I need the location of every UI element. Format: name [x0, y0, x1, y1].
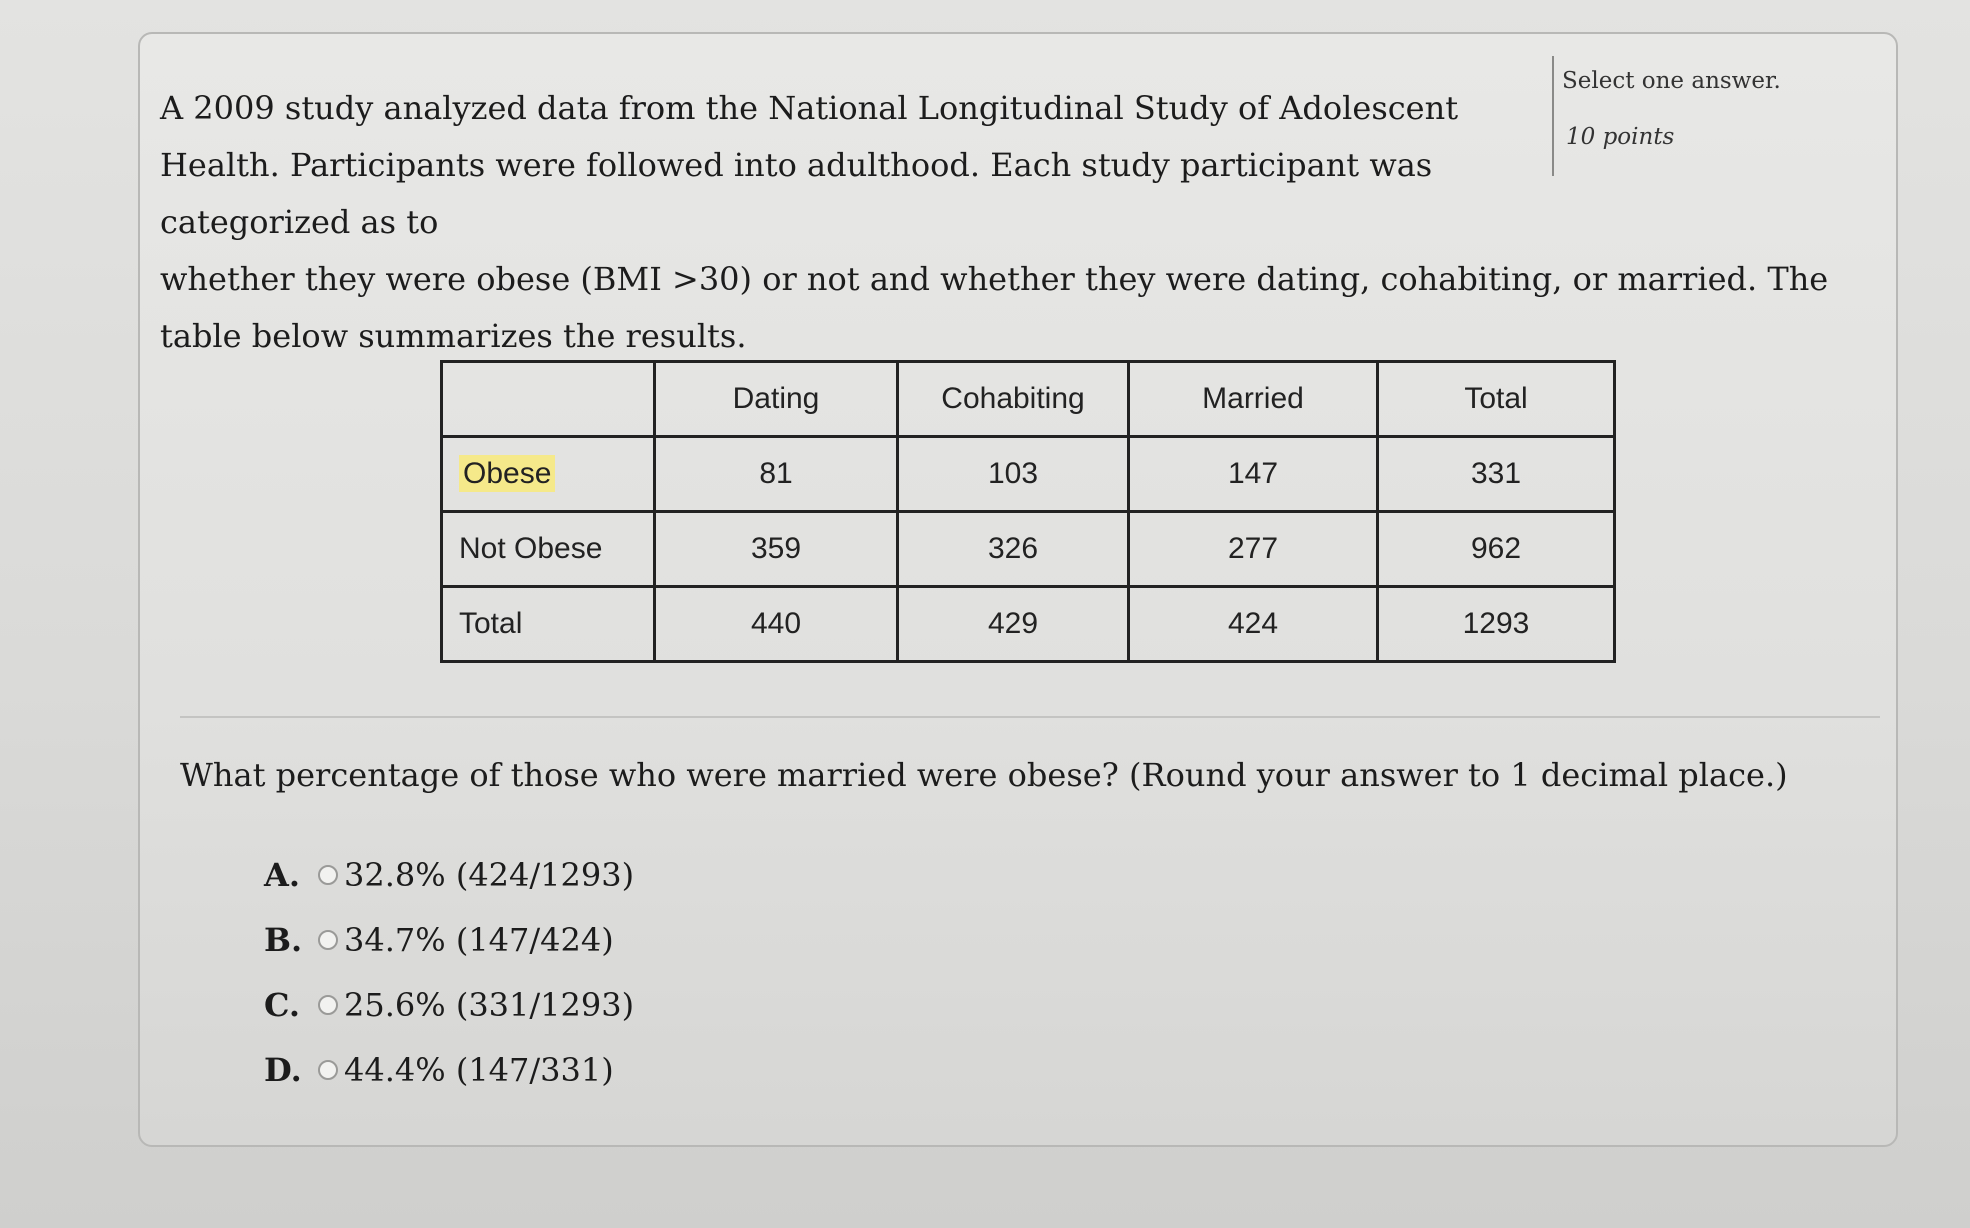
radio-button-c[interactable]	[318, 995, 338, 1015]
option-letter: D.	[264, 1050, 302, 1089]
radio-button-d[interactable]	[318, 1060, 338, 1080]
radio-button-a[interactable]	[318, 865, 338, 885]
table-cell: 81	[655, 437, 898, 512]
data-table	[440, 360, 1616, 663]
option-text: 44.4% (147/331)	[344, 1050, 614, 1089]
table-row	[442, 587, 1615, 662]
option-c[interactable]	[264, 972, 634, 1037]
intro-paragraph-2: whether they were obese (BMI >30) or not and whether they were dating, cohabiting, or married. The table below summarizes the results.	[160, 260, 1829, 355]
table-cell: 326	[898, 512, 1129, 587]
points-label: 10 points	[1566, 124, 1675, 150]
table-header-cell	[442, 362, 655, 437]
table-row	[442, 437, 1615, 512]
option-b[interactable]	[264, 907, 634, 972]
highlighted-label: Obese	[459, 455, 555, 492]
option-text: 32.8% (424/1293)	[344, 855, 635, 894]
row-label: Total	[442, 587, 655, 662]
table-row	[442, 512, 1615, 587]
instruction-text: Select one answer.	[1562, 68, 1781, 94]
table-cell: 331	[1378, 437, 1615, 512]
option-letter: C.	[264, 985, 301, 1024]
table-header-cell: Cohabiting	[898, 362, 1129, 437]
option-letter: B.	[264, 920, 303, 959]
question-intro	[160, 80, 1860, 365]
table-header-cell: Dating	[655, 362, 898, 437]
intro-paragraph-1: A 2009 study analyzed data from the National Longitudinal Study of Adolescent Health. Participants were followed into adulthood. Each study participant was categorized as to	[160, 89, 1459, 241]
table-header-cell: Married	[1129, 362, 1378, 437]
option-d[interactable]	[264, 1037, 634, 1102]
question-text: What percentage of those who were married were obese? (Round your answer to 1 decimal place.)	[180, 756, 1788, 794]
option-text: 25.6% (331/1293)	[344, 985, 635, 1024]
table-cell: 429	[898, 587, 1129, 662]
row-label: Not Obese	[442, 512, 655, 587]
table-header-row	[442, 362, 1615, 437]
table-cell: 147	[1129, 437, 1378, 512]
option-letter: A.	[264, 855, 300, 894]
row-label	[442, 437, 655, 512]
table-cell: 103	[898, 437, 1129, 512]
table-cell: 1293	[1378, 587, 1615, 662]
table-cell: 962	[1378, 512, 1615, 587]
table-cell: 359	[655, 512, 898, 587]
option-text: 34.7% (147/424)	[344, 920, 614, 959]
table-header-cell: Total	[1378, 362, 1615, 437]
option-a[interactable]	[264, 842, 634, 907]
section-divider	[180, 716, 1880, 718]
table-cell: 277	[1129, 512, 1378, 587]
answer-options	[264, 842, 634, 1102]
radio-button-b[interactable]	[318, 930, 338, 950]
table-cell: 424	[1129, 587, 1378, 662]
table-cell: 440	[655, 587, 898, 662]
